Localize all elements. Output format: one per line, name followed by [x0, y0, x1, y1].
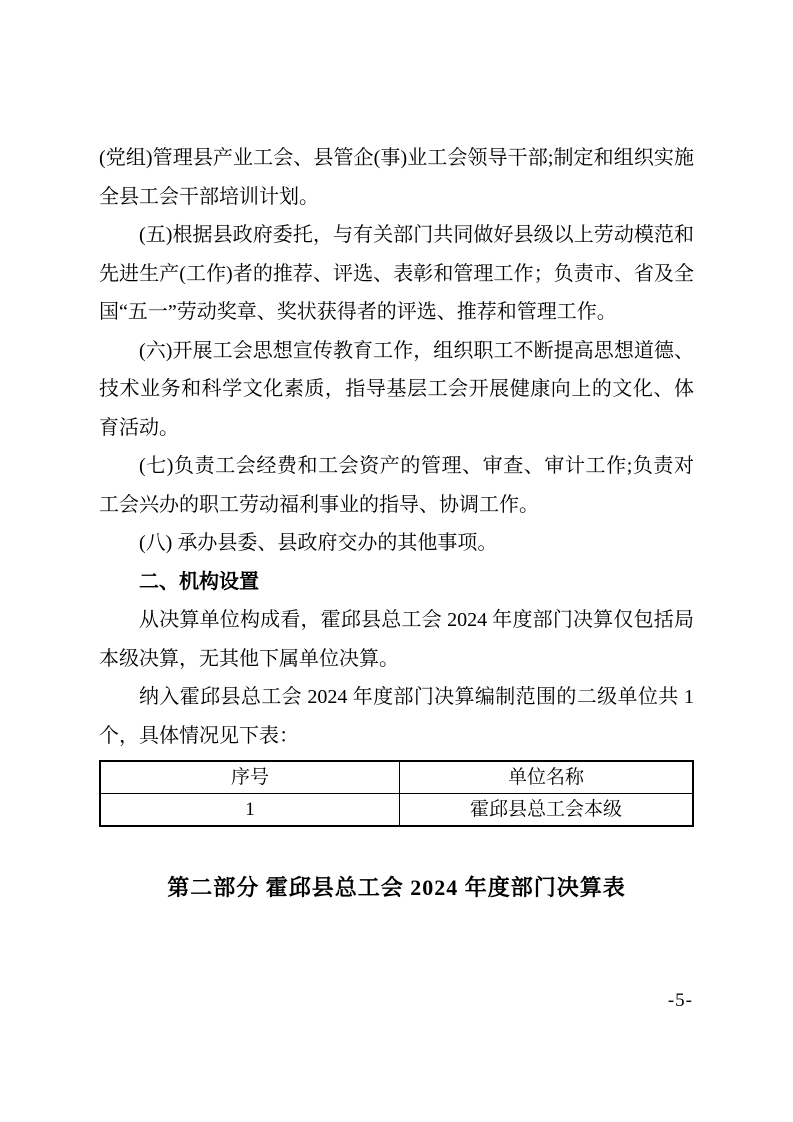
paragraph-item-8: (八) 承办县委、县政府交办的其他事项。: [139, 532, 498, 554]
section-heading-organization-setup: 二、机构设置: [139, 570, 259, 593]
table-cell-sequence: 1: [100, 794, 399, 827]
table-row: [100, 794, 693, 827]
table-header-row: [100, 761, 693, 794]
paragraph-budget-scope-2: 纳入霍邱县总工会 2024 年度部门决算编制范围的二级单位共 1 个，具体情况见下表：: [99, 686, 694, 747]
table-cell-unit-name: 霍邱县总工会本级: [399, 794, 693, 827]
unit-table-body: [100, 794, 693, 827]
paragraph-item-5: (五)根据县政府委托，与有关部门共同做好县级以上劳动模范和先进生产(工作)者的推荐、评选、表彰和管理工作；负责市、省及全国“五一”劳动奖章、奖状获得者的评选、推荐和管理工作。: [99, 224, 694, 323]
paragraph-budget-scope-1: 从决算单位构成看，霍邱县总工会 2024 年度部门决算仅包括局本级决算，无其他下属单位决算。: [99, 609, 694, 670]
unit-table-header: [100, 761, 693, 794]
table-header-sequence: 序号: [100, 761, 399, 794]
paragraph-item-7: (七)负责工会经费和工会资产的管理、审查、审计工作;负责对工会兴办的职工劳动福利事业的指导、协调工作。: [99, 455, 694, 516]
paragraph-continuation: (党组)管理县产业工会、县管企(事)业工会领导干部;制定和组织实施全县工会干部培训计划。: [99, 147, 694, 208]
page-number: -5-: [667, 990, 693, 1011]
unit-table: [99, 760, 694, 827]
table-header-unit-name: 单位名称: [399, 761, 693, 794]
paragraph-item-6: (六)开展工会思想宣传教育工作，组织职工不断提高思想道德、技术业务和科学文化素质，指导基层工会开展健康向上的文化、体育活动。: [99, 339, 694, 439]
part2-title: 第二部分 霍邱县总工会 2024 年度部门决算表: [167, 875, 626, 900]
